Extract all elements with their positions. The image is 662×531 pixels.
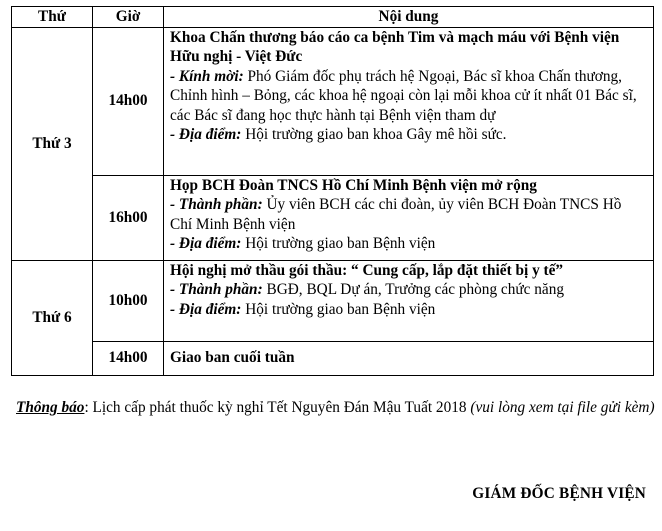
event-title: Hội nghị mở thầu gói thầu: “ Cung cấp, lắp đặt thiết bị y tế”: [170, 261, 564, 279]
event-detail: [170, 300, 647, 320]
content-cell: [164, 27, 654, 175]
detail-label: - Địa điểm:: [170, 300, 242, 318]
detail-text: Hội trường giao ban Bệnh viện: [241, 300, 436, 318]
table-row: [12, 260, 654, 341]
event-detail: [170, 195, 647, 234]
event-title: Khoa Chấn thương báo cáo ca bệnh Tim và mạch máu với Bệnh viện Hữu nghị - Việt Đức: [170, 28, 620, 65]
event-detail: [170, 67, 647, 126]
detail-text: BGĐ, BQL Dự án, Trưởng các phòng chức năng: [262, 281, 565, 298]
detail-label: - Thành phần:: [170, 281, 263, 298]
header-time: Giờ: [93, 7, 164, 28]
detail-label: - Kính mời:: [170, 67, 244, 85]
day-cell: Thứ 3: [12, 27, 93, 260]
event-detail: [170, 125, 647, 145]
time-cell: 14h00: [93, 341, 164, 375]
content-cell: [164, 341, 654, 375]
table-row: [12, 27, 654, 175]
detail-label: - Thành phần:: [170, 196, 263, 213]
notice-paragraph: [16, 398, 656, 419]
time-cell: 14h00: [93, 27, 164, 175]
detail-text: Phó Giám đốc phụ trách hệ Ngoại, Bác sĩ khoa Chấn thương, Chỉnh hình – Bỏng, các khoa hệ ngoại còn lại mỗi khoa cử ít nhất 01 Bác sĩ, các Bác sĩ đang học thực hành tại Bệnh viện tham dự: [170, 67, 637, 124]
detail-text: Ủy viên BCH các chi đoàn, ủy viên BCH Đoàn TNCS Hồ Chí Minh Bệnh viện: [170, 196, 622, 233]
detail-text: Hội trường giao ban khoa Gây mê hồi sức.: [241, 126, 507, 143]
time-cell: 16h00: [93, 175, 164, 260]
time-cell: 10h00: [93, 260, 164, 341]
day-cell: Thứ 6: [12, 260, 93, 375]
table-row: [12, 341, 654, 375]
header-content: Nội dung: [164, 7, 654, 28]
table-header-row: [12, 7, 654, 28]
header-day: Thứ: [12, 7, 93, 28]
signature-title: GIÁM ĐỐC BỆNH VIỆN: [472, 485, 646, 502]
event-title: Giao ban cuối tuần: [170, 349, 295, 367]
table-row: [12, 175, 654, 260]
event-detail: [170, 234, 647, 254]
notice-label: Thông báo: [16, 399, 85, 416]
schedule-table: [11, 6, 654, 376]
event-detail: [170, 280, 647, 300]
notice-text: Lịch cấp phát thuốc kỳ nghỉ Tết Nguyên Đán Mậu Tuất 2018: [88, 399, 471, 416]
event-title: Họp BCH Đoàn TNCS Hồ Chí Minh Bệnh viện mở rộng: [170, 176, 537, 194]
notice-colon: :: [84, 399, 89, 416]
detail-label: - Địa điểm:: [170, 126, 242, 143]
detail-text: Hội trường giao ban Bệnh viện: [241, 235, 436, 252]
notice-note: (vui lòng xem tại file gửi kèm): [470, 399, 655, 416]
detail-label: - Địa điểm:: [170, 235, 242, 252]
content-cell: [164, 175, 654, 260]
content-cell: [164, 260, 654, 341]
